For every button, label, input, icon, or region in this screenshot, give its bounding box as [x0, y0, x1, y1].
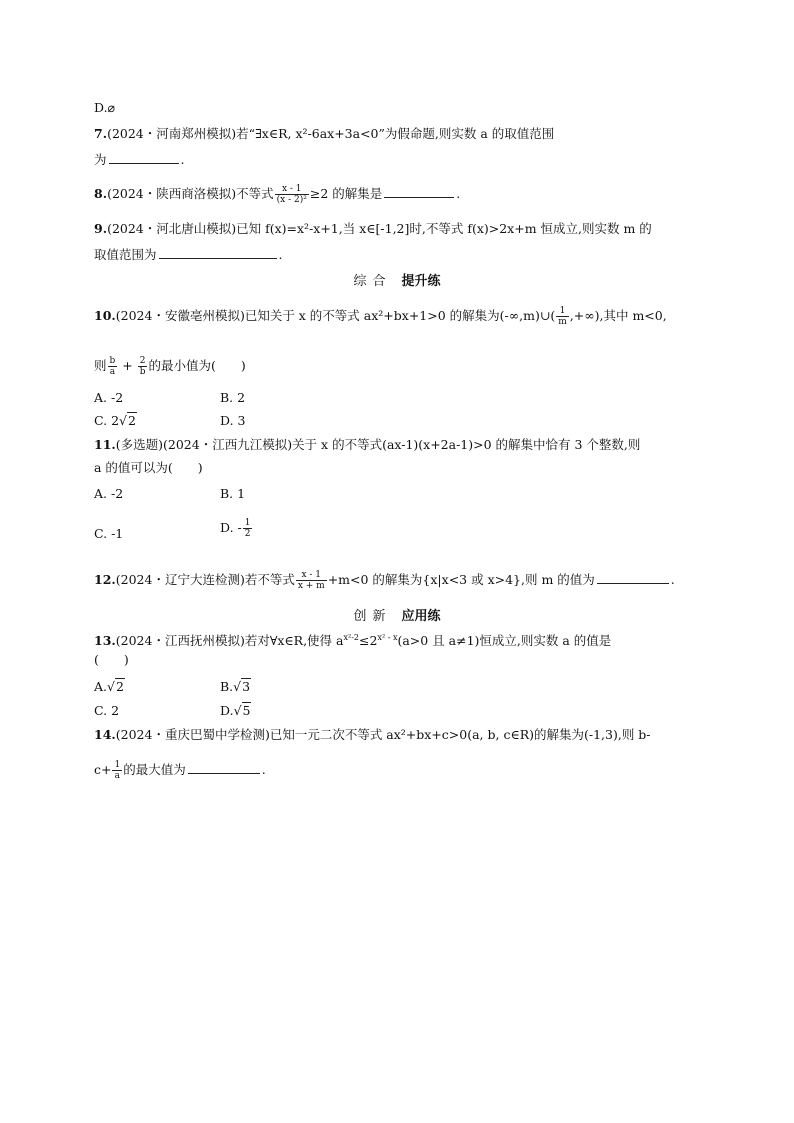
section-heading-comprehensive [0, 270, 794, 289]
q10-option-a[interactable]: A. -2 [94, 390, 124, 405]
q10-f1-den: a [109, 367, 116, 377]
q12-number: 12. [94, 572, 116, 587]
q13-option-a-root: 2 [115, 679, 124, 694]
q12-line [94, 570, 675, 591]
q10-fraction-b-a [108, 356, 118, 377]
q10-option-c-root: 2 [128, 413, 136, 428]
q11-option-a[interactable]: A. -2 [94, 486, 124, 501]
q12-frac-den: x + m [297, 581, 325, 591]
q7-number: 7. [94, 126, 108, 141]
q8-text: (2024・陕西商洛模拟)不等式 [107, 186, 274, 201]
q9-number: 9. [94, 221, 108, 236]
q10-text-after: ,+∞),其中 m<0, [569, 308, 667, 323]
q8-frac-den: (x - 2)² [276, 195, 307, 205]
sqrt-icon: √2 [107, 679, 124, 694]
q14-frac-num: 1 [114, 760, 121, 770]
q7-text-2: 为 [94, 152, 107, 167]
q13-option-d-root: 5 [242, 703, 251, 718]
q6-option-d: D.⌀ [94, 100, 116, 115]
q9-text: (2024・河北唐山模拟)已知 f(x)=x²-x+1,当 x∈[-1,2]时,不等式 f(x)>2x+m 恒成立,则实数 m 的 [107, 221, 652, 236]
q13-exponent-1: x²-2 [343, 633, 359, 642]
q9-line1 [94, 221, 652, 237]
q8-line [94, 184, 460, 205]
sqrt-icon: √2 [119, 413, 136, 428]
q13-text-after: (a>0 且 a≠1)恒成立,则实数 a 的值是 [397, 633, 612, 649]
section2-title-a: 创新 [353, 609, 392, 624]
q12-text-after: +m<0 的解集为{x|x<3 或 x>4},则 m 的值为 [327, 572, 595, 587]
q11-option-d[interactable] [220, 518, 253, 539]
q13-text-mid: ≤2 [359, 633, 378, 649]
q12-end: . [670, 572, 675, 587]
q10-f1-num: b [109, 356, 116, 366]
q13-option-c[interactable]: C. 2 [94, 703, 120, 718]
q8-number: 8. [94, 186, 108, 201]
q14-line2 [94, 760, 266, 781]
q13-number: 13. [94, 633, 116, 649]
section2-title-b: 应用练 [401, 609, 441, 624]
q7-line2 [94, 151, 185, 168]
q10-line2 [94, 356, 246, 377]
q10-option-b[interactable]: B. 2 [220, 390, 246, 405]
q14-frac-den: a [114, 771, 121, 781]
q10-option-c-prefix: C. 2 [94, 413, 120, 428]
sqrt-icon: √5 [233, 703, 251, 718]
q10-f2-num: 2 [138, 356, 148, 367]
q11-text: (多选题)(2024・江西九江模拟)关于 x 的不等式(ax-1)(x+2a-1)>0 的解集中恰有 3 个整数,则 [115, 437, 641, 452]
q11-d-num: 1 [244, 518, 251, 528]
q11-option-d-prefix: D. - [220, 520, 242, 535]
q14-line1 [94, 727, 651, 743]
q12-fraction [296, 570, 327, 591]
q8-answer-blank[interactable] [384, 185, 454, 198]
q10-plus: + [118, 358, 137, 373]
q13-option-b[interactable] [220, 679, 251, 694]
q10-frac-num: 1 [556, 306, 569, 317]
q11-option-d-fraction [243, 518, 253, 539]
q14-fraction [112, 760, 122, 781]
q7-line1 [94, 126, 554, 142]
q9-end: . [278, 247, 283, 262]
q13-exponent-2: x² - x [377, 633, 398, 642]
q11-line1 [94, 437, 640, 453]
q8-frac-num: x - 1 [275, 184, 309, 195]
q10-text-after-2: 的最小值为( ) [148, 358, 246, 373]
q11-line2: a 的值可以为( ) [94, 460, 203, 475]
q10-frac-den: m [558, 317, 567, 327]
q9-answer-blank[interactable] [159, 246, 277, 259]
q14-text-after: 的最大值为 [123, 762, 186, 777]
q14-end: . [261, 762, 266, 777]
q10-fraction-2-b [138, 356, 148, 377]
q10-number: 10. [94, 308, 116, 323]
q14-number: 14. [94, 727, 116, 742]
q13-option-d-prefix: D. [220, 703, 234, 718]
q11-number: 11. [94, 437, 116, 452]
q13-line1 [94, 630, 611, 649]
q8-text-after: ≥2 的解集是 [309, 186, 383, 201]
q10-line1 [94, 306, 667, 327]
q12-frac-num: x - 1 [296, 570, 327, 581]
q11-d-den: 2 [244, 529, 251, 539]
q10-fraction [556, 306, 569, 327]
q10-f2-den: b [139, 367, 146, 377]
q14-text-2: c+ [94, 762, 112, 777]
section1-title-b: 提升练 [401, 274, 441, 289]
q12-answer-blank[interactable] [597, 571, 669, 584]
q7-text: (2024・河南郑州模拟)若“∃x∈R, x²-6ax+3a<0”为假命题,则实数 a 的取值范围 [107, 126, 555, 141]
q13-option-b-prefix: B. [220, 679, 234, 694]
q7-end: . [180, 152, 185, 167]
q9-text-2: 取值范围为 [94, 247, 157, 262]
section1-title-a: 综合 [353, 274, 392, 289]
q14-text: (2024・重庆巴蜀中学检测)已知一元二次不等式 ax²+bx+c>0(a, b, c∈R)的解集为(-1,3),则 b- [115, 727, 651, 742]
section-heading-innovation [0, 605, 794, 624]
q7-answer-blank[interactable] [109, 151, 179, 164]
q10-text-2: 则 [94, 358, 107, 373]
q10-option-d[interactable]: D. 3 [220, 413, 246, 428]
q8-end: . [456, 186, 461, 201]
q13-option-d[interactable] [220, 703, 251, 718]
q13-text: (2024・江西抚州模拟)若对∀x∈R,使得 a [115, 633, 344, 649]
q11-option-b[interactable]: B. 1 [220, 486, 246, 501]
q9-line2 [94, 246, 283, 263]
q13-option-a-prefix: A. [94, 679, 108, 694]
q10-option-c[interactable] [94, 413, 137, 428]
sqrt-icon: √3 [233, 679, 251, 694]
q13-option-b-root: 3 [242, 679, 251, 694]
q13-option-a[interactable] [94, 679, 125, 694]
q12-text: (2024・辽宁大连检测)若不等式 [115, 572, 295, 587]
q11-option-c[interactable]: C. -1 [94, 526, 124, 541]
q13-line2: ( ) [94, 652, 129, 667]
q8-fraction [275, 184, 309, 205]
q14-answer-blank[interactable] [188, 761, 260, 774]
q10-text: (2024・安徽亳州模拟)已知关于 x 的不等式 ax²+bx+1>0 的解集为(-∞,m)∪( [115, 308, 556, 323]
